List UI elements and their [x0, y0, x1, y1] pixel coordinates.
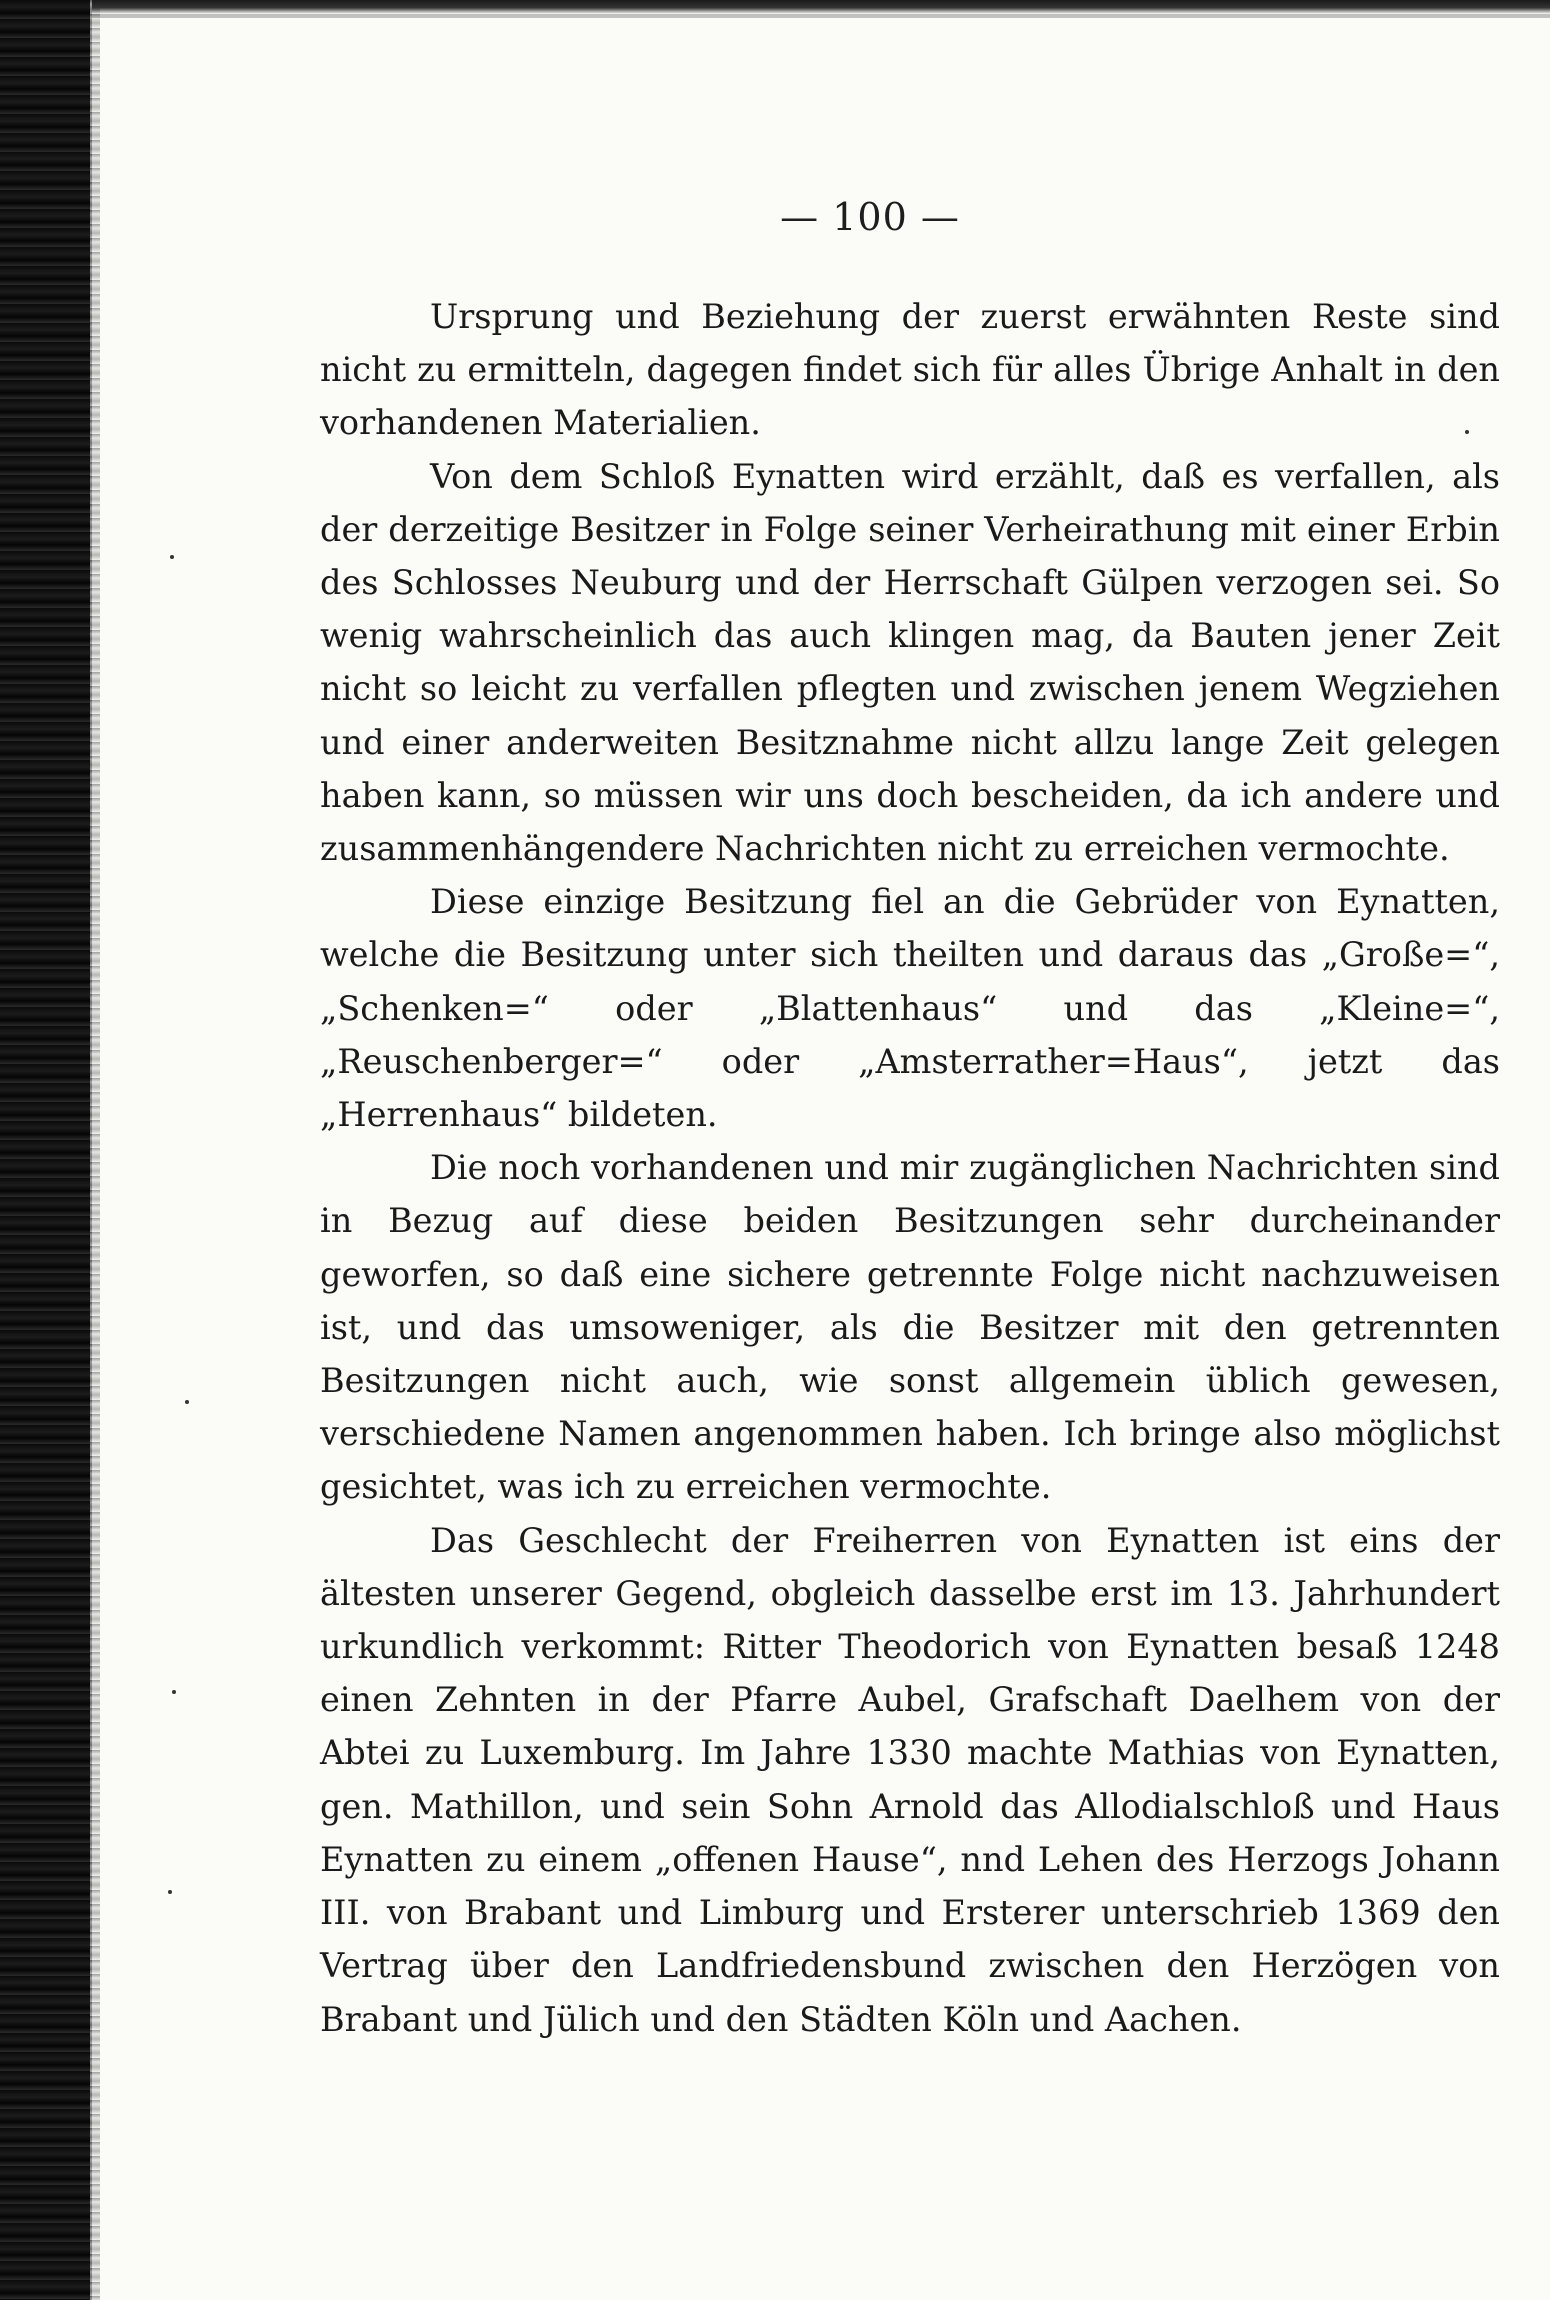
paragraph-2: Von dem Schloß Eynatten wird erzählt, daß es verfallen, als der derzeitige Besitzer in Folge seiner Verheirathung mit einer Erbin des Schlosses Neuburg und der Herrschaft Gülpen verzogen sei. So wenig wahrscheinlich das auch klingen mag, da Bauten jener Zeit nicht so leicht zu verfallen pflegten und zwischen jenem Wegziehen und einer anderweiten Besitznahme nicht allzu lange Zeit gelegen haben kann, so müssen wir uns doch bescheiden, da ich andere und zusammenhängendere Nachrichten nicht zu erreichen vermochte.: [320, 456, 1500, 869]
scan-speck: [185, 1400, 189, 1404]
top-scan-border: [92, 0, 1550, 14]
paragraph-3: Diese einzige Besitzung fiel an die Gebrüder von Eynatten, welche die Besitzung unter sich theilten und daraus das „Große=“, „Schenken=“ oder „Blattenhaus“ und das „Kleine=“, „Reuschenberger=“ oder „Amsterrather=Haus“, jetzt das „Herrenhaus“ bildeten.: [320, 882, 1500, 1135]
page-number: — 100 —: [780, 195, 960, 239]
paragraph-4: Die noch vorhandenen und mir zugänglichen Nachrichten sind in Bezug auf diese beiden Besitzungen sehr durcheinander geworfen, so daß eine sichere getrennte Folge nicht nachzuweisen ist, und das umsoweniger, als die Besitzer mit den getrennten Besitzungen nicht auch, wie sonst allgemein üblich gewesen, verschiedene Namen angenommen haben. Ich bringe also möglichst gesichtet, was ich zu erreichen vermochte.: [320, 1148, 1500, 1507]
scan-speck: [172, 1690, 176, 1694]
body-text: [320, 290, 1500, 2046]
scan-speck: [1465, 430, 1469, 434]
paragraph-1: Ursprung und Beziehung der zuerst erwähnten Reste sind nicht zu ermitteln, dagegen findet sich für alles Übrige Anhalt in den vorhandenen Materialien.: [320, 297, 1500, 443]
scan-speck: [170, 555, 174, 559]
paragraph-5: Das Geschlecht der Freiherren von Eynatten ist eins der ältesten unserer Gegend, obgleich dasselbe erst im 13. Jahrhundert urkundlich verkommt: Ritter Theodorich von Eynatten besaß 1248 einen Zehnten in der Pfarre Aubel, Grafschaft Daelhem von der Abtei zu Luxemburg. Im Jahre 1330 machte Mathias von Eynatten, gen. Mathillon, und sein Sohn Arnold das Allodialschloß und Haus Eynatten zu einem „offenen Hause“, nnd Lehen des Herzogs Johann III. von Brabant und Limburg und Ersterer unterschrieb 1369 den Vertrag über den Landfriedensbund zwischen den Herzögen von Brabant und Jülich und den Städten Köln und Aachen.: [320, 1520, 1500, 2039]
binding-edge: [0, 0, 92, 2300]
scan-speck: [168, 1890, 172, 1894]
